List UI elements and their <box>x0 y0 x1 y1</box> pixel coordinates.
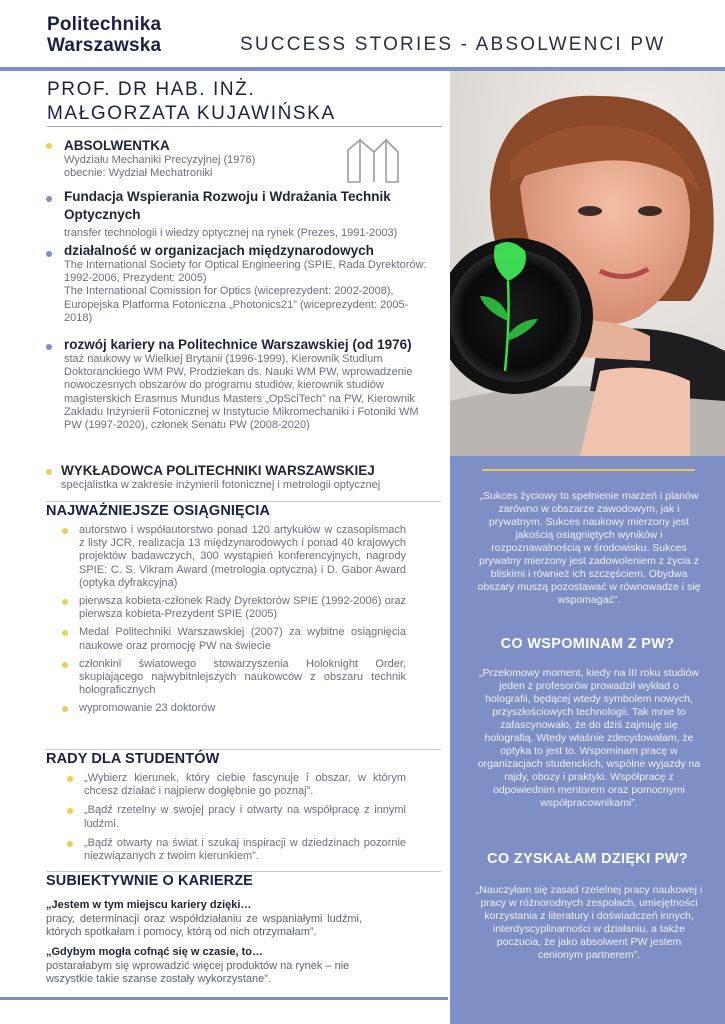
heading-rule <box>46 749 441 750</box>
section-line: Wydziału Mechaniki Precyzyjnej (1976) <box>64 154 256 166</box>
career-answer-1: pracy, determinacji oraz współdziałaniu ze wspaniałymi ludźmi, których spotkałam i pomocy, którą od nich otrzymałam”. <box>46 913 362 939</box>
bullet-icon <box>62 706 68 712</box>
section-title: ABSOLWENTKA <box>64 138 170 153</box>
bullet-icon <box>67 808 73 814</box>
section-line: staż naukowy w Wielkiej Brytanii (1996-1999), Kierownik Studium Doktoranckiego WM PW, Prodziekan ds. Nauki WM PW, wprowadzenie nowoczesnych obszarów do programu studiów, kierownik studiów magisterskich Erasmus Mundus Masters „OpSciTech” na PW, Kierownik Zakładu Inżynierii Fotonicznej w Instytucie Mikromechaniki i Fotoniki WM PW (1997-2020), członek Senatu PW (2008-2020) <box>64 353 419 432</box>
portrait-photo <box>450 71 725 456</box>
achievements-list <box>79 524 406 716</box>
bullet-icon <box>62 599 68 605</box>
panel-text-gains: „Nauczyłam się zasad rzetelnej pracy naukowej i pracy w różnorodnych zespołach, umiejętności korzystania z literatury i doświadczeń innych, interdyscyplinarności w działaniu, a także poczucia, że jako absolwent PW jestem cenionym partnerem”. <box>475 884 703 961</box>
section-bullet-icon <box>46 344 52 350</box>
section-line: The International Society for Optical Engineering (SPIE, Rada Dyrektorów: 1992-2006, Prezydent: 2005) <box>64 259 427 285</box>
section-bullet-icon <box>46 143 52 149</box>
panel-quote: „Sukces życiowy to spełnienie marzeń i planów zarówno w obszarze zawodowym, jak i prywatnym. Sukces naukowy mierzony jest jakością osiągniętych wyników i rozpoznawalnością w środowisku. Sukces prywatny mierzony jest zadowoleniem z życia z bliskimi i również ich szczęściem. Obydwa obszary muszą pozostawać w równowadze i się wspomagać”. <box>477 490 701 606</box>
heading-rule <box>46 501 441 502</box>
section-bullet-icon <box>46 469 52 475</box>
list-item: pierwsza kobieta-członek Rady Dyrektorów SPIE (1992-2006) oraz pierwsza kobieta-Prezydent SPIE (2005) <box>79 595 406 621</box>
section-lecturer <box>61 463 446 492</box>
heading-rule <box>46 871 441 872</box>
section-bullet-icon <box>46 251 52 257</box>
panel-heading-gains: CO ZYSKAŁAM DZIĘKI PW? <box>487 851 688 867</box>
career-question-1: „Jestem w tym miejscu kariery dzięki… <box>46 899 252 911</box>
bullet-icon <box>67 776 73 782</box>
section-title: Fundacja Wspierania Rozwoju i Wdrażania Technik Optycznych <box>64 189 391 222</box>
list-item: członkini światowego stowarzyszenia Holoknight Order, skupiającego najwybitniejszych naukowców z obszaru technik holograficznych <box>79 658 406 698</box>
person-name <box>47 78 336 126</box>
bullet-icon <box>67 841 73 847</box>
name-underline <box>47 126 442 127</box>
advice-heading: RADY DLA STUDENTÓW <box>46 751 220 767</box>
advice-list <box>84 772 406 863</box>
section-foundation <box>64 188 434 240</box>
list-item: wypromowanie 23 doktorów <box>79 702 406 715</box>
bottom-divider <box>0 997 448 1000</box>
section-line: The International Comission for Optics (wiceprezydent: 2002-2008), Europejska Platforma Fotoniczna „Photonics21” (wiceprezydent: 2005-2018) <box>64 285 409 324</box>
list-item: autorstwo i współautorstwo ponad 120 artykułów w czasopismach z listy JCR, realizacja 13 międzynarodowych i ponad 40 krajowych projektów badawczych, 300 wystąpień konferencyjnych, nagrody SPIE: C. S. Vikram Award (metrologia optyczna) i D. Gabor Award (optyka dyfrakcyjna) <box>79 524 406 590</box>
panel-heading-memories: CO WSPOMINAM Z PW? <box>500 636 675 652</box>
list-item: Medal Politechniki Warszawskiej (2007) za wybitne osiągnięcia naukowe oraz promocję PW na świecie <box>79 626 406 652</box>
person-title: PROF. DR HAB. INŻ. <box>47 79 256 100</box>
section-line: transfer technologii i wiedzy optycznej na rynek (Prezes, 1991-2003) <box>64 227 398 239</box>
achievements-heading: NAJWAŻNIEJSZE OSIĄGNIĘCIA <box>46 503 271 519</box>
panel-text-memories: „Przełomowy moment, kiedy na III roku studiów jeden z profesorów prowadził wykład o holografii, będącej wtedy symbolem nowych, przyszłościowych technologii. Tak mnie to zafascynowało, że do dziś zajmuję się holografią. Wtedy właśnie zdecydowałam, że optyka to jest to. Wspominam pracę w organizacjach studenckich, wspólne wyjazdy na rajdy, obozy i praktyki. Współpracę z odpowiednim mentorem oraz pomocnymi współpracownikami”. <box>477 667 701 809</box>
list-item: „Bądź otwarty na świat i szukaj inspiracji w dziedzinach pozornie niezwiązanych z twoim kierunkiem”. <box>84 837 406 863</box>
section-absolwentka <box>64 138 434 180</box>
career-answer-2: postarałabym się wprowadzić więcej produktów na rynek – nie wszystkie takie szanse zostały wykorzystane”. <box>46 960 350 986</box>
section-title: rozwój kariery na Politechnice Warszawskiej (od 1976) <box>64 337 412 352</box>
page-header-title: SUCCESS STORIES - ABSOLWENCI PW <box>240 34 666 55</box>
section-title: WYKŁADOWCA POLITECHNIKI WARSZAWSKIEJ <box>61 463 375 478</box>
person-fullname: MAŁGORZATA KUJAWIŃSKA <box>47 103 336 124</box>
panel-gold-rule <box>482 469 695 471</box>
section-title: działalność w organizacjach międzynarodowych <box>64 243 374 258</box>
section-line: specjalistka w zakresie inżynierii fotonicznej i metrologii optycznej <box>61 479 381 491</box>
section-line: obecnie: Wydział Mechatroniki <box>64 167 213 180</box>
section-bullet-icon <box>46 196 52 202</box>
section-international <box>64 243 434 325</box>
bullet-icon <box>62 528 68 534</box>
university-logo <box>47 14 161 56</box>
career-question-2: „Gdybym mogła cofnąć się w czasie, to… <box>46 946 264 958</box>
testimonial-panel <box>450 456 725 1024</box>
list-item: „Bądź rzetelny w swojej pracy i otwarty na współpracę z innymi ludźmi. <box>84 804 406 830</box>
bullet-icon <box>62 630 68 636</box>
section-career-pw <box>64 337 434 432</box>
logo-line-2: Warszawska <box>47 35 162 56</box>
bullet-icon <box>62 662 68 668</box>
career-heading: SUBIEKTYWNIE O KARIERZE <box>46 873 253 889</box>
list-item: „Wybierz kierunek, który ciebie fascynuje i obszar, w którym chcesz działać i najpierw dogłębnie go poznaj”. <box>84 772 406 798</box>
logo-line-1: Politechnika <box>47 14 162 35</box>
